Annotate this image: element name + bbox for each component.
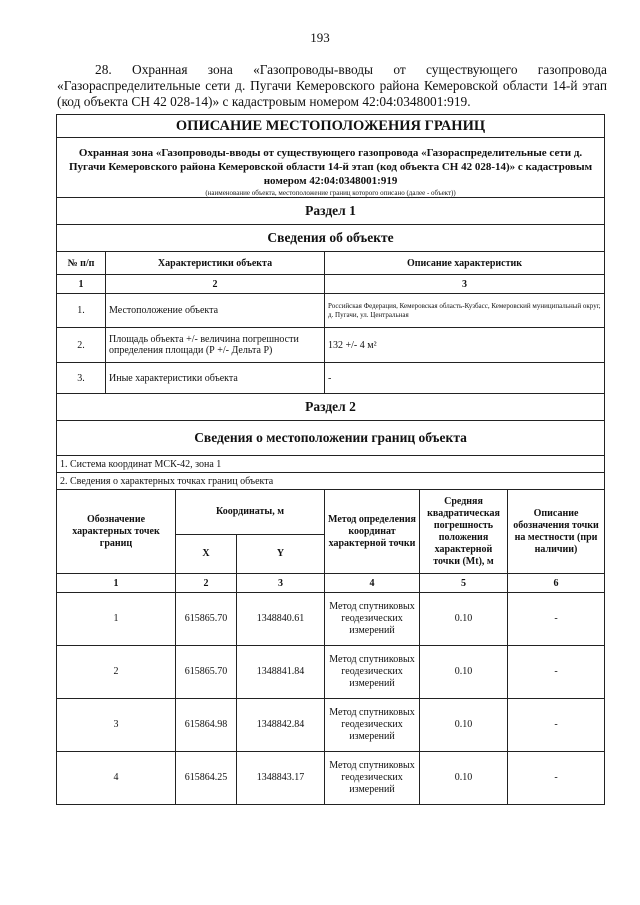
- page-number: 193: [310, 30, 330, 45]
- col-number: 5: [420, 574, 508, 593]
- point-x: 615864.25: [176, 752, 237, 805]
- intro-text: Охранная зона «Газопроводы-вводы от существующего газопровода «Газораспределительные сети д. Пугачи Кемеровского района Кемеровской области 14-й этап (код объекта СН 42 028-14)» с кадастровым номером 42:04:0348001:919.: [57, 62, 607, 109]
- point-id: 4: [57, 752, 176, 805]
- points-title: 2. Сведения о характерных точках границ объекта: [57, 473, 605, 490]
- table-row: [57, 699, 605, 752]
- row-number: 3.: [57, 363, 106, 394]
- row-name: Местоположение объекта: [106, 294, 325, 328]
- point-id: 2: [57, 646, 176, 699]
- point-method: Метод спутниковых геодезических измерений: [325, 752, 420, 805]
- col-header-description: Описание характеристик: [325, 252, 605, 275]
- row-value: 132 +/- 4 м²: [325, 328, 605, 363]
- point-description: -: [508, 699, 605, 752]
- point-x: 615865.70: [176, 593, 237, 646]
- col-header-characteristics: Характеристики объекта: [106, 252, 325, 275]
- header-y: Y: [237, 535, 325, 574]
- header-coordinates: Координаты, м: [176, 490, 325, 535]
- row-value: -: [325, 363, 605, 394]
- row-number: 1.: [57, 294, 106, 328]
- point-error: 0.10: [420, 593, 508, 646]
- header-x: X: [176, 535, 237, 574]
- header-error: Средняя квадратическая погрешность положения характерной точки (Mt), м: [420, 490, 508, 574]
- point-y: 1348842.84: [237, 699, 325, 752]
- col-header-number: № п/п: [57, 252, 106, 275]
- table-row: [57, 328, 605, 363]
- table-row: [57, 752, 605, 805]
- point-x: 615865.70: [176, 646, 237, 699]
- table-row: [57, 363, 605, 394]
- table-row: [57, 294, 605, 328]
- section1-title: Раздел 1: [57, 198, 605, 225]
- table-row: [57, 593, 605, 646]
- header-point-description: Описание обозначения точки на местности (при наличии): [508, 490, 605, 574]
- col-number: 1: [57, 574, 176, 593]
- col-number: 1: [57, 275, 106, 294]
- section2-title: Раздел 2: [57, 394, 605, 421]
- point-error: 0.10: [420, 646, 508, 699]
- point-y: 1348841.84: [237, 646, 325, 699]
- col-number: 2: [176, 574, 237, 593]
- col-number: 6: [508, 574, 605, 593]
- col-number: 3: [325, 275, 605, 294]
- point-method: Метод спутниковых геодезических измерений: [325, 646, 420, 699]
- point-x: 615864.98: [176, 699, 237, 752]
- point-description: -: [508, 752, 605, 805]
- coordinate-system: 1. Система координат МСК-42, зона 1: [57, 456, 605, 473]
- intro-paragraph: [57, 62, 607, 110]
- point-description: -: [508, 593, 605, 646]
- doc-subtitle: Охранная зона «Газопроводы-вводы от существующего газопровода «Газораспределительные сети д. Пугачи Кемеровского района Кемеровской области 14-й этап (код объекта СН 42 028-14)» с кадастровым номером 42:04:0348001:919: [57, 138, 605, 189]
- row-number: 2.: [57, 328, 106, 363]
- section1-subtitle: Сведения об объекте: [57, 225, 605, 252]
- point-id: 3: [57, 699, 176, 752]
- doc-note: (наименование объекта, местоположение границ которого описано (далее - объект)): [57, 188, 605, 198]
- row-value: Российская Федерация, Кемеровская область-Кузбасс, Кемеровский муниципальный округ, д. Пугачи, ул. Центральная: [325, 294, 605, 328]
- point-method: Метод спутниковых геодезических измерений: [325, 593, 420, 646]
- point-y: 1348840.61: [237, 593, 325, 646]
- col-number: 4: [325, 574, 420, 593]
- row-name: Иные характеристики объекта: [106, 363, 325, 394]
- section2-subtitle: Сведения о местоположении границ объекта: [57, 421, 605, 456]
- boundary-description-table: [56, 114, 605, 805]
- col-number: 2: [106, 275, 325, 294]
- doc-title: ОПИСАНИЕ МЕСТОПОЛОЖЕНИЯ ГРАНИЦ: [57, 115, 605, 138]
- header-method: Метод определения координат характерной точки: [325, 490, 420, 574]
- point-error: 0.10: [420, 752, 508, 805]
- point-y: 1348843.17: [237, 752, 325, 805]
- table-row: [57, 646, 605, 699]
- point-id: 1: [57, 593, 176, 646]
- row-name: Площадь объекта +/- величина погрешности определения площади (Р +/- Дельта Р): [106, 328, 325, 363]
- header-designation: Обозначение характерных точек границ: [57, 490, 176, 574]
- point-error: 0.10: [420, 699, 508, 752]
- point-description: -: [508, 646, 605, 699]
- col-number: 3: [237, 574, 325, 593]
- point-method: Метод спутниковых геодезических измерений: [325, 699, 420, 752]
- intro-number: 28.: [95, 62, 112, 77]
